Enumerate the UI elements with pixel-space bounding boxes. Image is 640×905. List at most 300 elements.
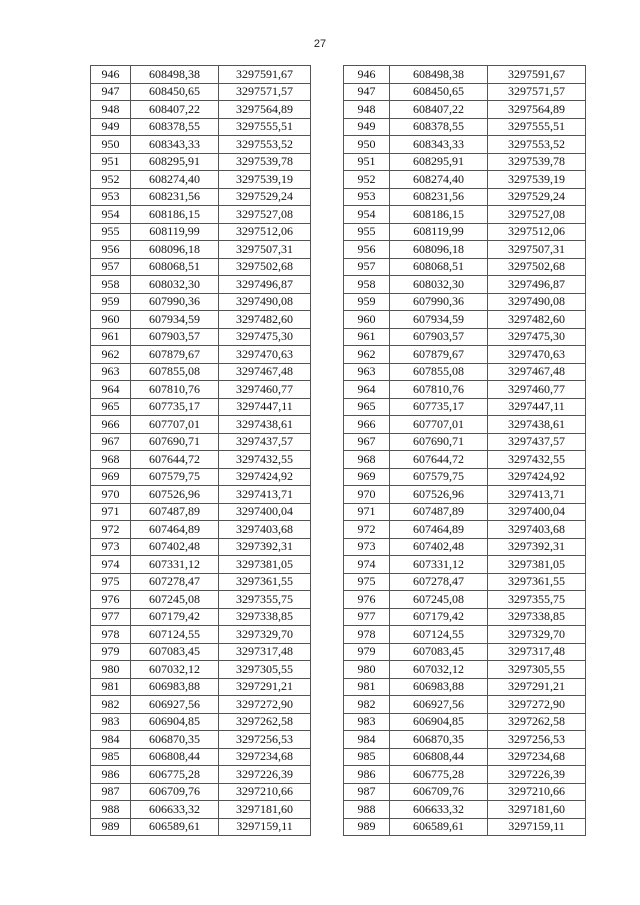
table-row — [344, 626, 586, 644]
point-number-cell: 969 — [344, 468, 390, 486]
x-coordinate-cell: 606983,88 — [390, 678, 488, 696]
y-coordinate-cell: 3297413,71 — [488, 486, 586, 504]
y-coordinate-cell: 3297256,53 — [219, 731, 311, 749]
point-number-cell: 968 — [344, 451, 390, 469]
x-coordinate-cell: 607707,01 — [131, 416, 219, 434]
y-coordinate-cell: 3297381,05 — [488, 556, 586, 574]
point-number-cell: 976 — [91, 591, 131, 609]
y-coordinate-cell: 3297482,60 — [219, 311, 311, 329]
point-number-cell: 957 — [91, 258, 131, 276]
y-coordinate-cell: 3297392,31 — [488, 538, 586, 556]
x-coordinate-cell: 607179,42 — [131, 608, 219, 626]
x-coordinate-cell: 606589,61 — [390, 818, 488, 836]
point-number-cell: 973 — [91, 538, 131, 556]
point-number-cell: 947 — [91, 83, 131, 101]
x-coordinate-cell: 608119,99 — [390, 223, 488, 241]
table-row — [344, 153, 586, 171]
y-coordinate-cell: 3297512,06 — [219, 223, 311, 241]
point-number-cell: 972 — [91, 521, 131, 539]
table-row — [91, 783, 311, 801]
y-coordinate-cell: 3297527,08 — [219, 206, 311, 224]
point-number-cell: 952 — [344, 171, 390, 189]
table-row — [91, 83, 311, 101]
table-row — [344, 818, 586, 836]
point-number-cell: 955 — [91, 223, 131, 241]
table-row — [91, 258, 311, 276]
x-coordinate-cell: 607526,96 — [131, 486, 219, 504]
table-row — [344, 293, 586, 311]
x-coordinate-cell: 607690,71 — [390, 433, 488, 451]
table-row — [344, 276, 586, 294]
table-row — [91, 241, 311, 259]
x-coordinate-cell: 608498,38 — [131, 66, 219, 84]
y-coordinate-cell: 3297564,89 — [219, 101, 311, 119]
y-coordinate-cell: 3297329,70 — [219, 626, 311, 644]
table-row — [344, 678, 586, 696]
y-coordinate-cell: 3297400,04 — [219, 503, 311, 521]
table-row — [344, 556, 586, 574]
x-coordinate-cell: 607464,89 — [390, 521, 488, 539]
y-coordinate-cell: 3297447,11 — [488, 398, 586, 416]
point-number-cell: 952 — [91, 171, 131, 189]
x-coordinate-cell: 606589,61 — [131, 818, 219, 836]
point-number-cell: 961 — [91, 328, 131, 346]
point-number-cell: 985 — [91, 748, 131, 766]
page-number: 27 — [313, 38, 327, 50]
y-coordinate-cell: 3297432,55 — [219, 451, 311, 469]
y-coordinate-cell: 3297555,51 — [488, 118, 586, 136]
y-coordinate-cell: 3297234,68 — [488, 748, 586, 766]
point-number-cell: 984 — [91, 731, 131, 749]
table-row — [91, 293, 311, 311]
point-number-cell: 948 — [91, 101, 131, 119]
table-row — [344, 521, 586, 539]
point-number-cell: 988 — [91, 801, 131, 819]
x-coordinate-cell: 608450,65 — [390, 83, 488, 101]
x-coordinate-cell: 606904,85 — [390, 713, 488, 731]
table-row — [91, 608, 311, 626]
y-coordinate-cell: 3297438,61 — [219, 416, 311, 434]
point-number-cell: 967 — [344, 433, 390, 451]
point-number-cell: 963 — [344, 363, 390, 381]
x-coordinate-cell: 607245,08 — [390, 591, 488, 609]
point-number-cell: 982 — [344, 696, 390, 714]
y-coordinate-cell: 3297338,85 — [488, 608, 586, 626]
y-coordinate-cell: 3297490,08 — [219, 293, 311, 311]
table-row — [344, 468, 586, 486]
point-number-cell: 953 — [344, 188, 390, 206]
x-coordinate-cell: 607402,48 — [131, 538, 219, 556]
y-coordinate-cell: 3297467,48 — [488, 363, 586, 381]
table-row — [344, 433, 586, 451]
x-coordinate-cell: 607855,08 — [131, 363, 219, 381]
y-coordinate-cell: 3297529,24 — [488, 188, 586, 206]
point-number-cell: 953 — [91, 188, 131, 206]
point-number-cell: 946 — [91, 66, 131, 84]
table-row — [91, 276, 311, 294]
x-coordinate-cell: 606775,28 — [131, 766, 219, 784]
y-coordinate-cell: 3297403,68 — [219, 521, 311, 539]
table-row — [91, 626, 311, 644]
x-coordinate-cell: 606870,35 — [131, 731, 219, 749]
point-number-cell: 954 — [91, 206, 131, 224]
x-coordinate-cell: 607990,36 — [390, 293, 488, 311]
table-row — [344, 416, 586, 434]
x-coordinate-cell: 608068,51 — [390, 258, 488, 276]
x-coordinate-cell: 608231,56 — [390, 188, 488, 206]
x-coordinate-cell: 608498,38 — [390, 66, 488, 84]
point-number-cell: 959 — [344, 293, 390, 311]
y-coordinate-cell: 3297400,04 — [488, 503, 586, 521]
point-number-cell: 949 — [344, 118, 390, 136]
table-row — [91, 503, 311, 521]
table-row — [344, 783, 586, 801]
x-coordinate-cell: 607032,12 — [390, 661, 488, 679]
table-row — [344, 381, 586, 399]
y-coordinate-cell: 3297502,68 — [219, 258, 311, 276]
table-row — [344, 83, 586, 101]
x-coordinate-cell: 607879,67 — [390, 346, 488, 364]
table-row — [344, 223, 586, 241]
table-row — [91, 328, 311, 346]
y-coordinate-cell: 3297529,24 — [219, 188, 311, 206]
x-coordinate-cell: 608096,18 — [131, 241, 219, 259]
table-row — [91, 591, 311, 609]
x-coordinate-cell: 607579,75 — [390, 468, 488, 486]
y-coordinate-cell: 3297291,21 — [219, 678, 311, 696]
x-coordinate-cell: 606633,32 — [390, 801, 488, 819]
point-number-cell: 975 — [91, 573, 131, 591]
table-row — [344, 241, 586, 259]
y-coordinate-cell: 3297539,78 — [219, 153, 311, 171]
table-row — [344, 801, 586, 819]
x-coordinate-cell: 607810,76 — [390, 381, 488, 399]
coordinates-table-left — [90, 65, 311, 836]
point-number-cell: 948 — [344, 101, 390, 119]
coordinates-table-right — [343, 65, 586, 836]
y-coordinate-cell: 3297305,55 — [488, 661, 586, 679]
table-row — [91, 363, 311, 381]
y-coordinate-cell: 3297424,92 — [488, 468, 586, 486]
table-row — [91, 433, 311, 451]
point-number-cell: 978 — [91, 626, 131, 644]
x-coordinate-cell: 608186,15 — [390, 206, 488, 224]
table-row — [91, 171, 311, 189]
x-coordinate-cell: 606870,35 — [390, 731, 488, 749]
y-coordinate-cell: 3297355,75 — [219, 591, 311, 609]
y-coordinate-cell: 3297467,48 — [219, 363, 311, 381]
point-number-cell: 962 — [344, 346, 390, 364]
table-row — [344, 503, 586, 521]
y-coordinate-cell: 3297338,85 — [219, 608, 311, 626]
table-row — [344, 206, 586, 224]
table-row — [344, 643, 586, 661]
x-coordinate-cell: 608068,51 — [131, 258, 219, 276]
x-coordinate-cell: 608231,56 — [131, 188, 219, 206]
point-number-cell: 965 — [344, 398, 390, 416]
y-coordinate-cell: 3297291,21 — [488, 678, 586, 696]
table-row — [344, 451, 586, 469]
point-number-cell: 947 — [344, 83, 390, 101]
point-number-cell: 956 — [344, 241, 390, 259]
y-coordinate-cell: 3297502,68 — [488, 258, 586, 276]
y-coordinate-cell: 3297447,11 — [219, 398, 311, 416]
x-coordinate-cell: 608186,15 — [131, 206, 219, 224]
x-coordinate-cell: 608096,18 — [390, 241, 488, 259]
y-coordinate-cell: 3297305,55 — [219, 661, 311, 679]
y-coordinate-cell: 3297496,87 — [219, 276, 311, 294]
point-number-cell: 946 — [344, 66, 390, 84]
y-coordinate-cell: 3297361,55 — [488, 573, 586, 591]
x-coordinate-cell: 608378,55 — [131, 118, 219, 136]
y-coordinate-cell: 3297413,71 — [219, 486, 311, 504]
y-coordinate-cell: 3297460,77 — [488, 381, 586, 399]
table-row — [91, 661, 311, 679]
point-number-cell: 989 — [91, 818, 131, 836]
x-coordinate-cell: 608295,91 — [131, 153, 219, 171]
table-row — [91, 416, 311, 434]
point-number-cell: 975 — [344, 573, 390, 591]
point-number-cell: 979 — [91, 643, 131, 661]
table-row — [344, 731, 586, 749]
point-number-cell: 985 — [344, 748, 390, 766]
x-coordinate-cell: 607690,71 — [131, 433, 219, 451]
table-row — [91, 678, 311, 696]
point-number-cell: 986 — [91, 766, 131, 784]
y-coordinate-cell: 3297256,53 — [488, 731, 586, 749]
y-coordinate-cell: 3297571,57 — [219, 83, 311, 101]
y-coordinate-cell: 3297262,58 — [219, 713, 311, 731]
x-coordinate-cell: 608032,30 — [131, 276, 219, 294]
x-coordinate-cell: 606808,44 — [131, 748, 219, 766]
x-coordinate-cell: 607032,12 — [131, 661, 219, 679]
point-number-cell: 984 — [344, 731, 390, 749]
table-row — [344, 363, 586, 381]
point-number-cell: 967 — [91, 433, 131, 451]
x-coordinate-cell: 608032,30 — [390, 276, 488, 294]
point-number-cell: 979 — [344, 643, 390, 661]
table-row — [344, 661, 586, 679]
x-coordinate-cell: 607879,67 — [131, 346, 219, 364]
point-number-cell: 976 — [344, 591, 390, 609]
point-number-cell: 951 — [344, 153, 390, 171]
point-number-cell: 982 — [91, 696, 131, 714]
table-row — [91, 486, 311, 504]
x-coordinate-cell: 607903,57 — [390, 328, 488, 346]
table-row — [91, 311, 311, 329]
table-row — [91, 696, 311, 714]
coordinates-table-left-body — [91, 66, 311, 836]
table-row — [91, 468, 311, 486]
table-row — [91, 381, 311, 399]
x-coordinate-cell: 606904,85 — [131, 713, 219, 731]
x-coordinate-cell: 608343,33 — [390, 136, 488, 154]
point-number-cell: 987 — [344, 783, 390, 801]
point-number-cell: 955 — [344, 223, 390, 241]
x-coordinate-cell: 607278,47 — [131, 573, 219, 591]
table-row — [91, 136, 311, 154]
x-coordinate-cell: 607464,89 — [131, 521, 219, 539]
table-row — [344, 538, 586, 556]
x-coordinate-cell: 607934,59 — [131, 311, 219, 329]
table-row — [91, 451, 311, 469]
point-number-cell: 973 — [344, 538, 390, 556]
y-coordinate-cell: 3297381,05 — [219, 556, 311, 574]
y-coordinate-cell: 3297361,55 — [219, 573, 311, 591]
y-coordinate-cell: 3297527,08 — [488, 206, 586, 224]
table-row — [344, 573, 586, 591]
x-coordinate-cell: 607331,12 — [390, 556, 488, 574]
x-coordinate-cell: 607179,42 — [390, 608, 488, 626]
y-coordinate-cell: 3297470,63 — [488, 346, 586, 364]
point-number-cell: 966 — [91, 416, 131, 434]
table-row — [344, 118, 586, 136]
x-coordinate-cell: 606709,76 — [131, 783, 219, 801]
x-coordinate-cell: 608407,22 — [390, 101, 488, 119]
x-coordinate-cell: 608295,91 — [390, 153, 488, 171]
point-number-cell: 950 — [344, 136, 390, 154]
y-coordinate-cell: 3297539,78 — [488, 153, 586, 171]
y-coordinate-cell: 3297564,89 — [488, 101, 586, 119]
y-coordinate-cell: 3297571,57 — [488, 83, 586, 101]
y-coordinate-cell: 3297329,70 — [488, 626, 586, 644]
y-coordinate-cell: 3297226,39 — [219, 766, 311, 784]
x-coordinate-cell: 606983,88 — [131, 678, 219, 696]
x-coordinate-cell: 607124,55 — [131, 626, 219, 644]
table-row — [91, 398, 311, 416]
point-number-cell: 983 — [91, 713, 131, 731]
x-coordinate-cell: 608274,40 — [131, 171, 219, 189]
point-number-cell: 981 — [344, 678, 390, 696]
point-number-cell: 983 — [344, 713, 390, 731]
table-row — [344, 713, 586, 731]
x-coordinate-cell: 608407,22 — [131, 101, 219, 119]
point-number-cell: 958 — [344, 276, 390, 294]
x-coordinate-cell: 608274,40 — [390, 171, 488, 189]
point-number-cell: 977 — [91, 608, 131, 626]
x-coordinate-cell: 606775,28 — [390, 766, 488, 784]
y-coordinate-cell: 3297272,90 — [488, 696, 586, 714]
y-coordinate-cell: 3297553,52 — [219, 136, 311, 154]
table-row — [91, 346, 311, 364]
y-coordinate-cell: 3297262,58 — [488, 713, 586, 731]
x-coordinate-cell: 606633,32 — [131, 801, 219, 819]
y-coordinate-cell: 3297591,67 — [219, 66, 311, 84]
y-coordinate-cell: 3297210,66 — [488, 783, 586, 801]
y-coordinate-cell: 3297539,19 — [219, 171, 311, 189]
y-coordinate-cell: 3297482,60 — [488, 311, 586, 329]
y-coordinate-cell: 3297437,57 — [219, 433, 311, 451]
table-row — [344, 766, 586, 784]
y-coordinate-cell: 3297539,19 — [488, 171, 586, 189]
table-row — [344, 188, 586, 206]
y-coordinate-cell: 3297475,30 — [219, 328, 311, 346]
x-coordinate-cell: 607245,08 — [131, 591, 219, 609]
x-coordinate-cell: 607934,59 — [390, 311, 488, 329]
point-number-cell: 980 — [91, 661, 131, 679]
point-number-cell: 974 — [344, 556, 390, 574]
point-number-cell: 964 — [344, 381, 390, 399]
x-coordinate-cell: 607278,47 — [390, 573, 488, 591]
y-coordinate-cell: 3297181,60 — [219, 801, 311, 819]
table-row — [344, 608, 586, 626]
y-coordinate-cell: 3297181,60 — [488, 801, 586, 819]
x-coordinate-cell: 608378,55 — [390, 118, 488, 136]
point-number-cell: 959 — [91, 293, 131, 311]
y-coordinate-cell: 3297490,08 — [488, 293, 586, 311]
table-row — [91, 731, 311, 749]
point-number-cell: 972 — [344, 521, 390, 539]
x-coordinate-cell: 607526,96 — [390, 486, 488, 504]
point-number-cell: 978 — [344, 626, 390, 644]
table-row — [344, 591, 586, 609]
x-coordinate-cell: 606927,56 — [131, 696, 219, 714]
table-row — [91, 118, 311, 136]
y-coordinate-cell: 3297591,67 — [488, 66, 586, 84]
point-number-cell: 961 — [344, 328, 390, 346]
y-coordinate-cell: 3297512,06 — [488, 223, 586, 241]
x-coordinate-cell: 607644,72 — [390, 451, 488, 469]
y-coordinate-cell: 3297470,63 — [219, 346, 311, 364]
x-coordinate-cell: 607810,76 — [131, 381, 219, 399]
table-row — [344, 748, 586, 766]
table-row — [91, 748, 311, 766]
point-number-cell: 980 — [344, 661, 390, 679]
table-row — [91, 713, 311, 731]
x-coordinate-cell: 608343,33 — [131, 136, 219, 154]
point-number-cell: 977 — [344, 608, 390, 626]
point-number-cell: 981 — [91, 678, 131, 696]
y-coordinate-cell: 3297432,55 — [488, 451, 586, 469]
table-row — [344, 258, 586, 276]
x-coordinate-cell: 606927,56 — [390, 696, 488, 714]
y-coordinate-cell: 3297424,92 — [219, 468, 311, 486]
y-coordinate-cell: 3297553,52 — [488, 136, 586, 154]
point-number-cell: 968 — [91, 451, 131, 469]
y-coordinate-cell: 3297438,61 — [488, 416, 586, 434]
point-number-cell: 964 — [91, 381, 131, 399]
x-coordinate-cell: 606709,76 — [390, 783, 488, 801]
table-row — [91, 188, 311, 206]
point-number-cell: 950 — [91, 136, 131, 154]
y-coordinate-cell: 3297272,90 — [219, 696, 311, 714]
x-coordinate-cell: 607124,55 — [390, 626, 488, 644]
table-row — [344, 328, 586, 346]
table-row — [344, 398, 586, 416]
x-coordinate-cell: 607855,08 — [390, 363, 488, 381]
table-row — [344, 171, 586, 189]
y-coordinate-cell: 3297210,66 — [219, 783, 311, 801]
y-coordinate-cell: 3297403,68 — [488, 521, 586, 539]
table-row — [344, 101, 586, 119]
table-row — [91, 801, 311, 819]
point-number-cell: 949 — [91, 118, 131, 136]
x-coordinate-cell: 607579,75 — [131, 468, 219, 486]
y-coordinate-cell: 3297475,30 — [488, 328, 586, 346]
x-coordinate-cell: 607644,72 — [131, 451, 219, 469]
x-coordinate-cell: 607402,48 — [390, 538, 488, 556]
table-row — [91, 223, 311, 241]
point-number-cell: 969 — [91, 468, 131, 486]
table-row — [91, 766, 311, 784]
y-coordinate-cell: 3297317,48 — [219, 643, 311, 661]
x-coordinate-cell: 607083,45 — [131, 643, 219, 661]
y-coordinate-cell: 3297460,77 — [219, 381, 311, 399]
table-row — [91, 521, 311, 539]
x-coordinate-cell: 608119,99 — [131, 223, 219, 241]
point-number-cell: 989 — [344, 818, 390, 836]
y-coordinate-cell: 3297159,11 — [488, 818, 586, 836]
